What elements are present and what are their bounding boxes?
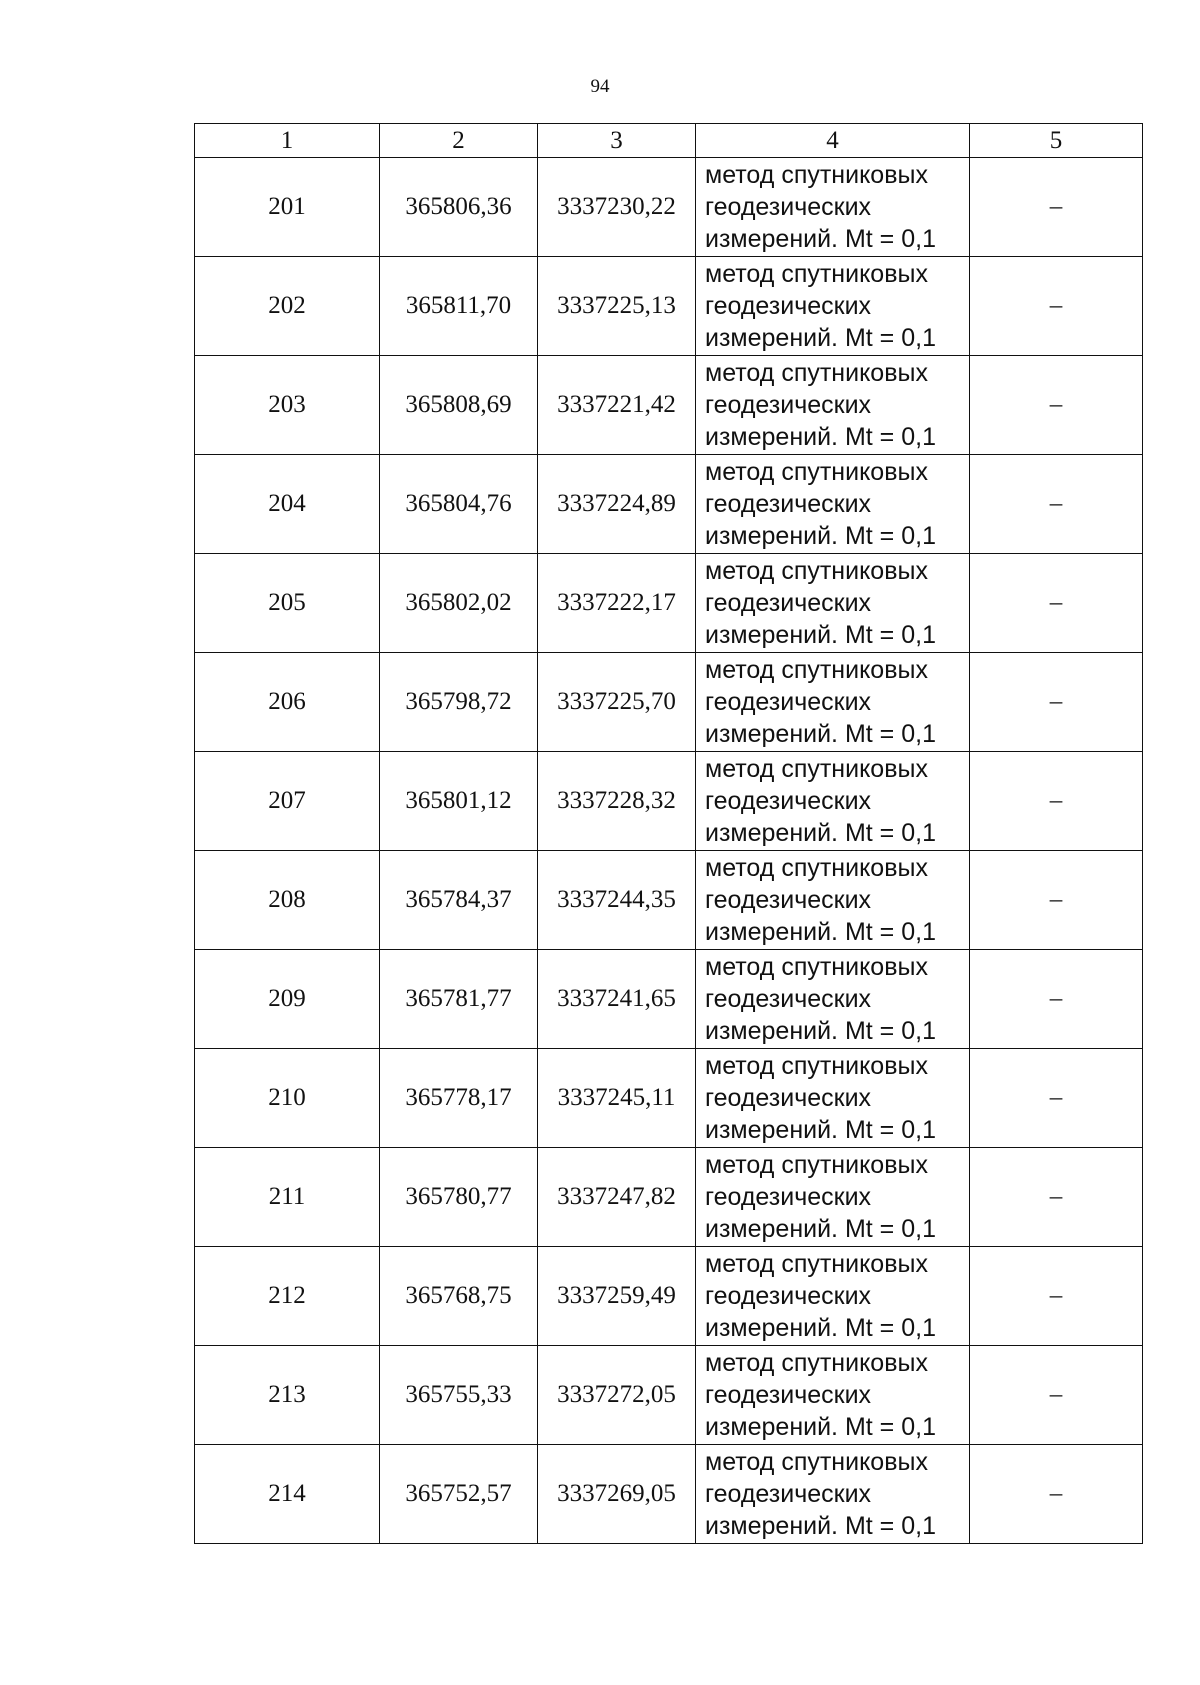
method-line: метод спутниковых <box>705 953 928 981</box>
x-coordinate-cell: 365781,77 <box>380 950 538 1049</box>
point-number-cell: 206 <box>195 653 380 752</box>
point-number-cell: 212 <box>195 1247 380 1346</box>
method-line: метод спутниковых <box>705 359 928 387</box>
note-cell: – <box>970 1445 1143 1544</box>
table-row <box>195 1049 1143 1148</box>
method-cell <box>696 257 970 356</box>
method-line: измерений. Mt = 0,1 <box>705 819 936 847</box>
table-row <box>195 950 1143 1049</box>
method-line: геодезических <box>705 292 872 320</box>
note-cell: – <box>970 554 1143 653</box>
point-number-cell: 202 <box>195 257 380 356</box>
method-line: метод спутниковых <box>705 755 928 783</box>
table-row <box>195 257 1143 356</box>
table-row <box>195 1445 1143 1544</box>
y-coordinate-cell: 3337272,05 <box>538 1346 696 1445</box>
y-coordinate-cell: 3337241,65 <box>538 950 696 1049</box>
point-number-cell: 205 <box>195 554 380 653</box>
point-number-cell: 209 <box>195 950 380 1049</box>
method-line: измерений. Mt = 0,1 <box>705 1512 936 1540</box>
y-coordinate-cell: 3337222,17 <box>538 554 696 653</box>
y-coordinate-cell: 3337224,89 <box>538 455 696 554</box>
method-line: геодезических <box>705 1084 872 1112</box>
table-header-row <box>195 124 1143 158</box>
method-line: геодезических <box>705 1381 872 1409</box>
method-cell <box>696 455 970 554</box>
column-header: 3 <box>538 124 696 158</box>
method-line: метод спутниковых <box>705 1052 928 1080</box>
method-cell <box>696 158 970 257</box>
note-cell: – <box>970 1247 1143 1346</box>
column-header: 2 <box>380 124 538 158</box>
method-cell <box>696 851 970 950</box>
method-line: геодезических <box>705 985 872 1013</box>
table-row <box>195 1346 1143 1445</box>
method-line: метод спутниковых <box>705 1151 928 1179</box>
point-number-cell: 210 <box>195 1049 380 1148</box>
y-coordinate-cell: 3337244,35 <box>538 851 696 950</box>
method-line: геодезических <box>705 490 872 518</box>
note-cell: – <box>970 257 1143 356</box>
method-line: измерений. Mt = 0,1 <box>705 1116 936 1144</box>
method-cell <box>696 653 970 752</box>
method-cell <box>696 1148 970 1247</box>
method-cell <box>696 1346 970 1445</box>
method-line: измерений. Mt = 0,1 <box>705 720 936 748</box>
method-line: измерений. Mt = 0,1 <box>705 918 936 946</box>
method-line: геодезических <box>705 589 872 617</box>
table-row <box>195 158 1143 257</box>
x-coordinate-cell: 365808,69 <box>380 356 538 455</box>
y-coordinate-cell: 3337245,11 <box>538 1049 696 1148</box>
y-coordinate-cell: 3337228,32 <box>538 752 696 851</box>
method-line: метод спутниковых <box>705 656 928 684</box>
method-cell <box>696 950 970 1049</box>
note-cell: – <box>970 653 1143 752</box>
method-cell <box>696 1049 970 1148</box>
x-coordinate-cell: 365806,36 <box>380 158 538 257</box>
method-line: измерений. Mt = 0,1 <box>705 1017 936 1045</box>
note-cell: – <box>970 455 1143 554</box>
method-line: метод спутниковых <box>705 1448 928 1476</box>
y-coordinate-cell: 3337230,22 <box>538 158 696 257</box>
method-line: метод спутниковых <box>705 1250 928 1278</box>
column-header: 5 <box>970 124 1143 158</box>
point-number-cell: 214 <box>195 1445 380 1544</box>
x-coordinate-cell: 365780,77 <box>380 1148 538 1247</box>
note-cell: – <box>970 356 1143 455</box>
method-cell <box>696 1247 970 1346</box>
coordinates-table <box>194 123 1143 1544</box>
y-coordinate-cell: 3337225,13 <box>538 257 696 356</box>
method-line: метод спутниковых <box>705 854 928 882</box>
method-line: геодезических <box>705 886 872 914</box>
table-row <box>195 554 1143 653</box>
x-coordinate-cell: 365778,17 <box>380 1049 538 1148</box>
method-line: геодезических <box>705 787 872 815</box>
method-cell <box>696 356 970 455</box>
point-number-cell: 203 <box>195 356 380 455</box>
method-line: геодезических <box>705 688 872 716</box>
x-coordinate-cell: 365755,33 <box>380 1346 538 1445</box>
point-number-cell: 208 <box>195 851 380 950</box>
point-number-cell: 204 <box>195 455 380 554</box>
method-line: измерений. Mt = 0,1 <box>705 1215 936 1243</box>
x-coordinate-cell: 365802,02 <box>380 554 538 653</box>
method-line: измерений. Mt = 0,1 <box>705 1314 936 1342</box>
column-header: 4 <box>696 124 970 158</box>
x-coordinate-cell: 365768,75 <box>380 1247 538 1346</box>
x-coordinate-cell: 365784,37 <box>380 851 538 950</box>
method-line: геодезических <box>705 193 872 221</box>
y-coordinate-cell: 3337269,05 <box>538 1445 696 1544</box>
method-line: измерений. Mt = 0,1 <box>705 621 936 649</box>
x-coordinate-cell: 365801,12 <box>380 752 538 851</box>
method-line: геодезических <box>705 1480 872 1508</box>
method-line: измерений. Mt = 0,1 <box>705 1413 936 1441</box>
x-coordinate-cell: 365798,72 <box>380 653 538 752</box>
table-row <box>195 356 1143 455</box>
method-line: геодезических <box>705 1282 872 1310</box>
x-coordinate-cell: 365811,70 <box>380 257 538 356</box>
method-line: метод спутниковых <box>705 458 928 486</box>
method-cell <box>696 554 970 653</box>
note-cell: – <box>970 1049 1143 1148</box>
note-cell: – <box>970 1148 1143 1247</box>
method-cell <box>696 752 970 851</box>
table-row <box>195 851 1143 950</box>
method-line: измерений. Mt = 0,1 <box>705 225 936 253</box>
point-number-cell: 213 <box>195 1346 380 1445</box>
method-line: измерений. Mt = 0,1 <box>705 423 936 451</box>
note-cell: – <box>970 851 1143 950</box>
method-line: метод спутниковых <box>705 1349 928 1377</box>
point-number-cell: 201 <box>195 158 380 257</box>
x-coordinate-cell: 365752,57 <box>380 1445 538 1544</box>
table-row <box>195 455 1143 554</box>
note-cell: – <box>970 950 1143 1049</box>
method-line: метод спутниковых <box>705 161 928 189</box>
y-coordinate-cell: 3337247,82 <box>538 1148 696 1247</box>
method-line: измерений. Mt = 0,1 <box>705 522 936 550</box>
table-row <box>195 653 1143 752</box>
note-cell: – <box>970 1346 1143 1445</box>
method-line: метод спутниковых <box>705 260 928 288</box>
table-row <box>195 1148 1143 1247</box>
note-cell: – <box>970 158 1143 257</box>
column-header: 1 <box>195 124 380 158</box>
point-number-cell: 211 <box>195 1148 380 1247</box>
point-number-cell: 207 <box>195 752 380 851</box>
method-line: геодезических <box>705 391 872 419</box>
y-coordinate-cell: 3337259,49 <box>538 1247 696 1346</box>
table-body <box>195 158 1143 1544</box>
page-number: 94 <box>590 76 610 97</box>
method-line: измерений. Mt = 0,1 <box>705 324 936 352</box>
note-cell: – <box>970 752 1143 851</box>
y-coordinate-cell: 3337225,70 <box>538 653 696 752</box>
x-coordinate-cell: 365804,76 <box>380 455 538 554</box>
method-line: метод спутниковых <box>705 557 928 585</box>
method-cell <box>696 1445 970 1544</box>
y-coordinate-cell: 3337221,42 <box>538 356 696 455</box>
table-row <box>195 752 1143 851</box>
method-line: геодезических <box>705 1183 872 1211</box>
table-row <box>195 1247 1143 1346</box>
